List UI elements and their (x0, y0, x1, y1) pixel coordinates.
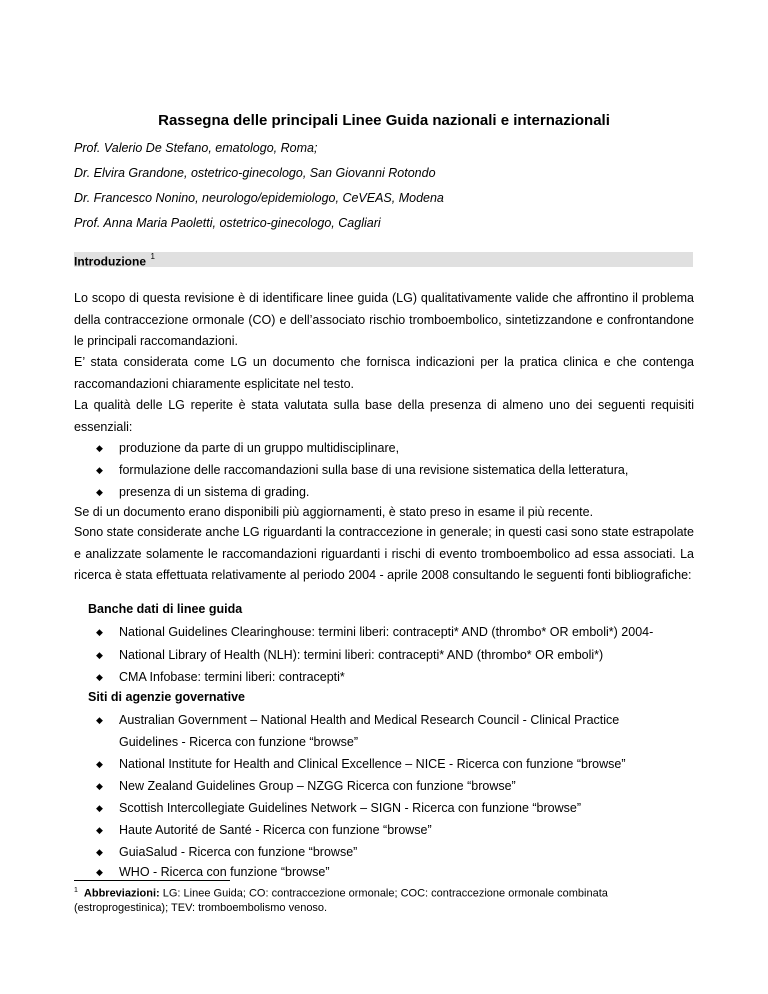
list-item-text: Guidelines - Ricerca con funzione “browse” (119, 735, 358, 749)
list-item (0, 646, 768, 664)
footnote-text: LG: Linee Guida; CO: contraccezione ormonale; COC: contraccezione ormonale combinata (estroprogestinica); TEV: tromboembolismo venoso. (74, 887, 608, 915)
list-item-text: GuiaSalud - Ricerca con funzione “browse” (119, 845, 358, 859)
list-item-text: WHO - Ricerca con funzione “browse” (119, 865, 330, 879)
footnote-separator (74, 880, 230, 881)
list-item (0, 711, 768, 729)
list-item (0, 439, 768, 457)
bullet-icon: ◆ (96, 487, 103, 497)
footnote-label: Abbreviazioni: (83, 887, 160, 900)
intro-paragraph: E’ stata considerata come LG un documento che fornisca indicazioni per la pratica clinica e che contenga raccomandazioni chiaramente esplicitate nel testo. (74, 355, 694, 391)
list-item-text: formulazione delle raccomandazioni sulla base di una revisione sistematica della letteratura, (119, 463, 629, 477)
list-item (0, 623, 768, 641)
list-item (0, 461, 768, 479)
list-item (0, 821, 768, 839)
databases-heading: Banche dati di linee guida (88, 602, 243, 616)
list-item-text: National Guidelines Clearinghouse: termini liberi: contracepti* AND (thrombo* OR emboli*) 2004- (119, 625, 654, 639)
footnote-reference[interactable]: 1 (150, 252, 155, 261)
list-item (0, 483, 768, 501)
bullet-icon: ◆ (96, 465, 103, 475)
document-title: Rassegna delle principali Linee Guida nazionali e internazionali (158, 112, 610, 129)
bullet-icon: ◆ (96, 803, 103, 813)
section-heading: Introduzione (74, 254, 146, 269)
list-item-continuation (0, 733, 768, 751)
footnote-number: 1 (74, 887, 78, 894)
bullet-icon: ◆ (96, 627, 103, 637)
list-item-text: CMA Infobase: termini liberi: contracepti* (119, 670, 345, 684)
list-item-text: New Zealand Guidelines Group – NZGG Ricerca con funzione “browse” (119, 779, 516, 793)
list-item-text: National Library of Health (NLH): termini liberi: contracepti* AND (thrombo* OR emboli*) (119, 648, 604, 662)
author-line: Dr. Elvira Grandone, ostetrico-ginecologo, San Giovanni Rotondo (74, 166, 436, 180)
footnote (74, 884, 694, 916)
bullet-icon: ◆ (96, 443, 103, 453)
bullet-icon: ◆ (96, 867, 103, 877)
bullet-icon: ◆ (96, 715, 103, 725)
list-item-text: Scottish Intercollegiate Guidelines Network – SIGN - Ricerca con funzione “browse” (119, 801, 582, 815)
list-item (0, 863, 768, 881)
section-heading-bar (74, 252, 693, 267)
body-paragraph: Sono state considerate anche LG riguardanti la contraccezione in generale; in questi casi sono state estrapolate e analizzate solamente le raccomandazioni riguardanti i rischi di evento tromboembolico ad essa associati. La ricerca è stata effettuata relativamente al periodo 2004 - aprile 2008 consultando le seguenti fonti bibliografiche: (74, 525, 694, 582)
list-item (0, 799, 768, 817)
bullet-icon: ◆ (96, 672, 103, 682)
bullet-icon: ◆ (96, 759, 103, 769)
author-line: Dr. Francesco Nonino, neurologo/epidemiologo, CeVEAS, Modena (74, 191, 444, 205)
agencies-heading: Siti di agenzie governative (88, 690, 245, 704)
bullet-icon: ◆ (96, 650, 103, 660)
list-item-text: National Institute for Health and Clinical Excellence – NICE - Ricerca con funzione “browse” (119, 757, 626, 771)
list-item-text: produzione da parte di un gruppo multidisciplinare, (119, 441, 400, 455)
list-item-text: Haute Autorité de Santé - Ricerca con funzione “browse” (119, 823, 432, 837)
author-line: Prof. Anna Maria Paoletti, ostetrico-ginecologo, Cagliari (74, 216, 381, 230)
list-item (0, 755, 768, 773)
list-item (0, 843, 768, 861)
bullet-icon: ◆ (96, 825, 103, 835)
intro-paragraph: La qualità delle LG reperite è stata valutata sulla base della presenza di almeno uno dei seguenti requisiti essenziali: (74, 398, 694, 434)
intro-paragraph: Lo scopo di questa revisione è di identificare linee guida (LG) qualitativamente valide che affrontino il problema della contraccezione ormonale (CO) e dell’associato rischio tromboembolico, sintetizzandone e confrontandone le principali raccomandazioni. (74, 291, 694, 348)
bullet-icon: ◆ (96, 781, 103, 791)
list-item-text: Australian Government – National Health and Medical Research Council - Clinical Practice (119, 713, 620, 727)
bullet-icon: ◆ (96, 847, 103, 857)
list-item (0, 777, 768, 795)
author-line: Prof. Valerio De Stefano, ematologo, Roma; (74, 141, 318, 155)
body-paragraph: Se di un documento erano disponibili più aggiornamenti, è stato preso in esame il più recente. (74, 505, 594, 519)
list-item (0, 668, 768, 686)
list-item-text: presenza di un sistema di grading. (119, 485, 310, 499)
